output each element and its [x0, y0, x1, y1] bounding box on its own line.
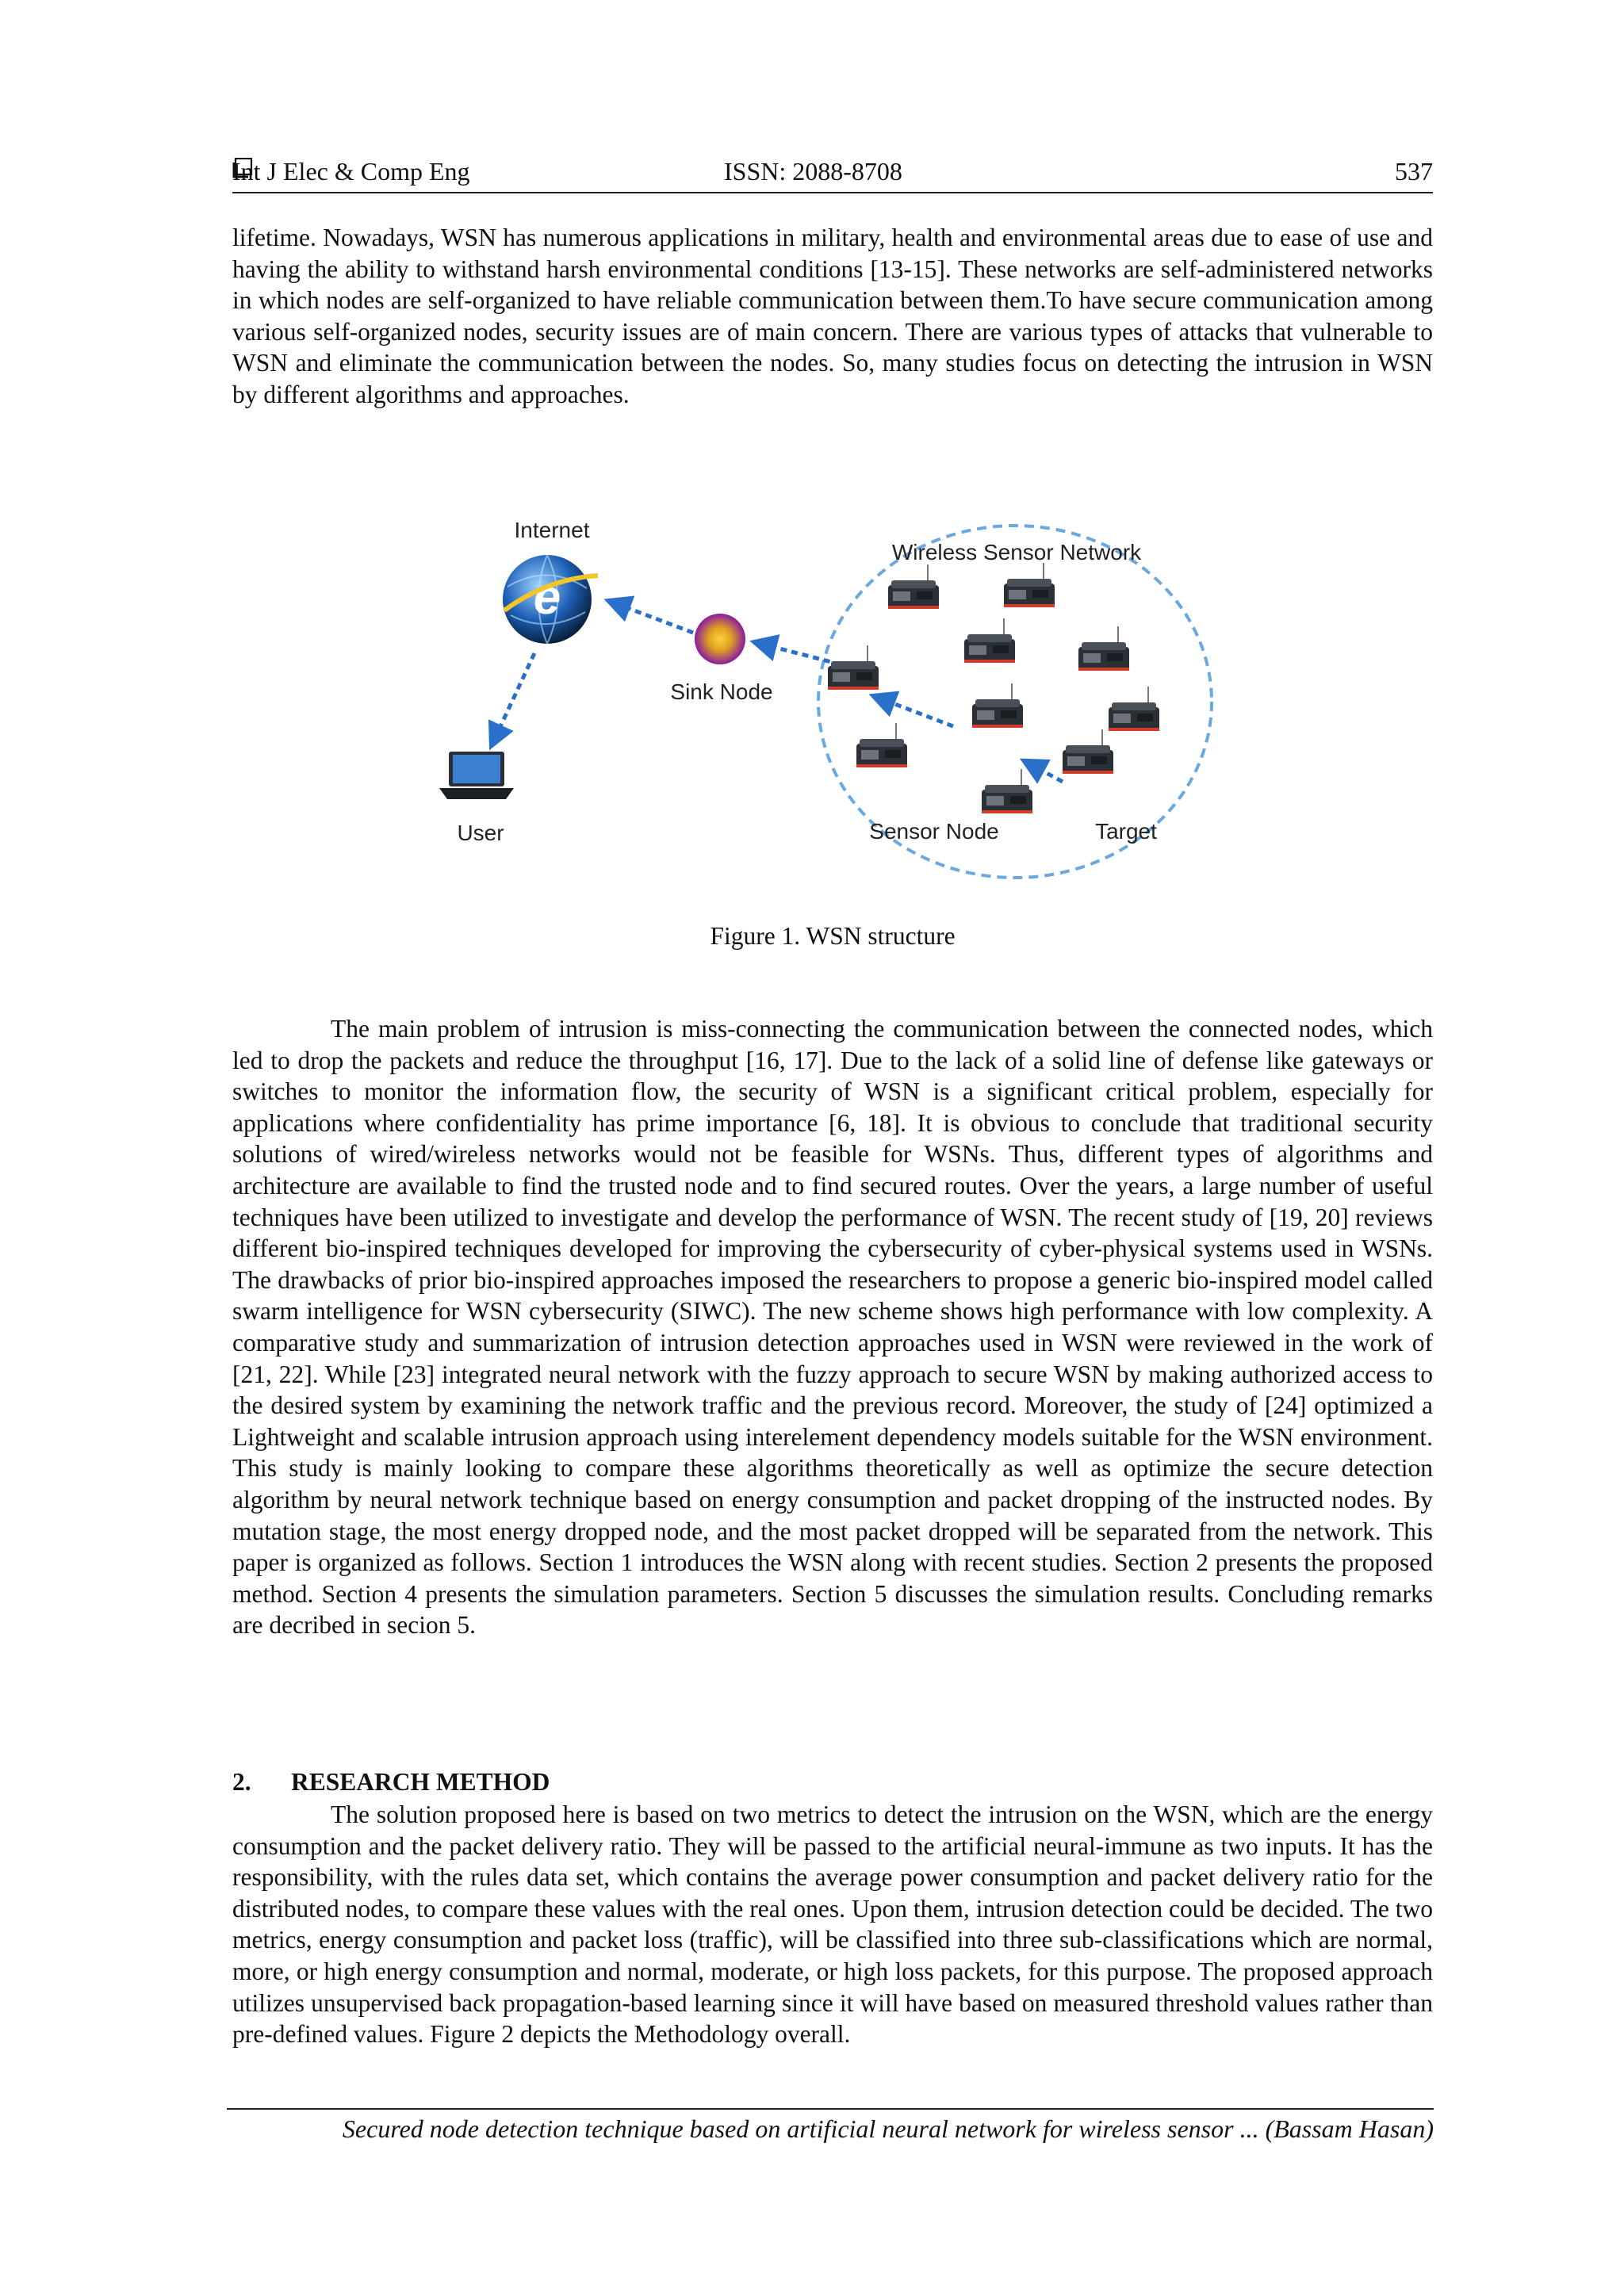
paragraph-intro: lifetime. Nowadays, WSN has numerous applications in military, health and environmental areas due to ease of use and having the ability to withstand harsh environmental conditions [13-15]. These networks are self-administered networks in which nodes are self-organized to have reliable communication between them.To have secure communication among various self-organized nodes, security issues are of main concern. There are various types of attacks that vulnerable to WSN and eliminate the communication between the nodes. So, many studies focus on detecting the intrusion in WSN by different algorithms and approaches. — [232, 224, 1433, 408]
sensor-node-label: Sensor Node — [869, 819, 999, 844]
sensor-node — [1063, 729, 1113, 774]
arrow-internet-to-user — [492, 653, 534, 745]
sink-node-icon — [695, 614, 745, 664]
sensor-node — [1109, 687, 1159, 731]
running-header — [232, 155, 1433, 193]
sink-node-label: Sink Node — [670, 679, 773, 704]
svg-text:e: e — [533, 570, 561, 625]
wsn-structure-figure — [428, 499, 1221, 888]
page-number: 537 — [1395, 157, 1433, 186]
laptop-icon — [439, 752, 514, 799]
paragraph-main-problem: The main problem of intrusion is miss-connecting the communication between the connected nodes, which led to drop the packets and reduce the throughput [16, 17]. Due to the lack of a solid line of defense like gateways or switches to monitor the information flow, the security of WSN is a significant critical problem, especially for applications where confidentiality has prime importance [6, 18]. It is obvious to conclude that traditional security solutions of wired/wireless networks would not be feasible for WSNs. Thus, different types of algorithms and architecture are available to find the trusted node and to find secured routes. Over the years, a large number of useful techniques have been utilized to investigate and develop the performance of WSN. The recent study of [19, 20] reviews different bio-inspired techniques developed for improving the cybersecurity of cyber-physical systems used in WSNs. The drawbacks of prior bio-inspired approaches imposed the researchers to propose a generic bio-inspired model called swarm intelligence for WSN cybersecurity (SIWC). The new scheme shows high performance with low complexity. A comparative study and summarization of intrusion detection approaches used in WSN were reviewed in the work of [21, 22]. While [23] integrated neural network with the fuzzy approach to secure WSN by making authorized access to the desired system by examining the network traffic and the previous record. Moreover, the study of [24] optimized a Lightweight and scalable intrusion approach using interelement dependency models suitable for the WSN environment. This study is mainly looking to compare these algorithms theoretically as well as optimize the secure detection algorithm by neural network technique based on energy consumption and packet dropping of the instructed nodes. By mutation stage, the most energy dropped node, and the most packet dropped will be separated from the network. This paper is organized as follows. Section 1 introduces the WSN along with recent studies. Section 2 presents the proposed method. Section 4 presents the simulation parameters. Section 5 discusses the simulation results. Concluding remarks are decribed in secion 5. — [232, 1015, 1433, 1640]
user-label: User — [457, 821, 504, 845]
sensor-node — [964, 618, 1015, 663]
sensor-node — [856, 723, 907, 767]
figure-caption: Figure 1. WSN structure — [710, 922, 956, 950]
arrow-sink-to-internet — [609, 601, 693, 633]
paragraph-research-method: The solution proposed here is based on two metrics to detect the intrusion on the WSN, which are the energy consumption and the packet delivery ratio. They will be passed to the artificial neural-immune as two inputs. It has the responsibility, with the rules data set, which contains the average power consumption and packet delivery ratio for the distributed nodes, to compare these values with the real ones. Upon them, intrusion detection could be decided. The two metrics, energy consumption and packet loss (traffic), will be classified into three sub-classifications which are normal, more, or high energy consumption and normal, moderate, or high loss packets, for this purpose. The proposed approach utilizes unsupervised back propagation-based learning since it will have based on measured threshold values rather than pre-defined values. Figure 2 depicts the Methodology overall. — [232, 1800, 1433, 2049]
running-footer: Secured node detection technique based on artificial neural network for wireless sensor ... (Bassam Hasan) — [227, 2108, 1434, 2144]
sensor-node — [972, 683, 1023, 728]
target-label: Target — [1095, 819, 1157, 844]
wsn-label: Wireless Sensor Network — [891, 540, 1142, 564]
sensor-node — [1078, 626, 1129, 671]
arrow-target-to-node — [874, 696, 953, 726]
internet-globe-icon — [503, 555, 598, 644]
section-number: 2. — [232, 1768, 251, 1796]
sensor-node — [982, 769, 1032, 813]
section-heading — [232, 1768, 550, 1797]
sensor-node — [888, 564, 939, 609]
journal-name: Int J Elec & Comp Eng — [232, 157, 470, 186]
sensor-node — [1004, 563, 1055, 607]
issn: ISSN: 2088-8708 — [724, 157, 902, 186]
internet-label: Internet — [514, 518, 590, 542]
arrow-target-to-node-2 — [1025, 761, 1063, 782]
section-title: RESEARCH METHOD — [291, 1768, 550, 1796]
sensor-node — [828, 645, 879, 690]
